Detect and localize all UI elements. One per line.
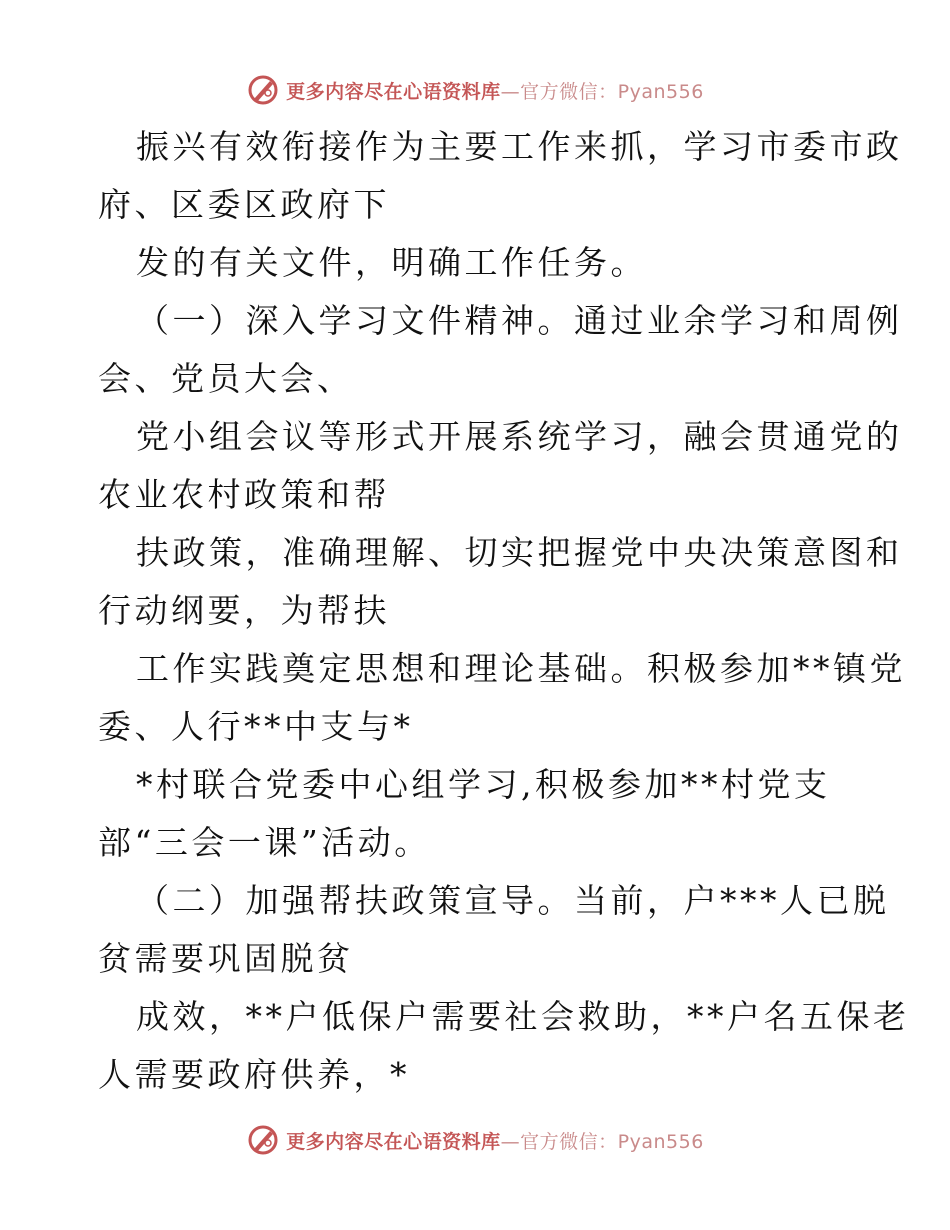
body-line: 人需要政府供养，*: [98, 1055, 410, 1094]
body-line: *村联合党委中心组学习,积极参加**村党支: [136, 765, 831, 804]
body-line: （二）加强帮扶政策宣导。当前，户***人已脱: [136, 881, 890, 920]
header-banner-prefix: 更多内容尽在心语资料库: [286, 80, 501, 103]
body-line: 工作实践奠定思想和理论基础。积极参加**镇党: [136, 649, 906, 688]
footer-banner-content: [246, 1123, 704, 1157]
body-line: （一）深入学习文件精神。通过业余学习和周例: [136, 301, 903, 340]
header-banner-text: [286, 77, 704, 104]
header-watermark-banner: [0, 70, 950, 110]
footer-banner-text: [286, 1127, 704, 1154]
body-line: 委、人行**中支与*: [98, 707, 414, 746]
quill-logo-icon: [246, 73, 280, 107]
body-line: 成效，**户低保户需要社会救助，**户名五保老: [136, 997, 910, 1036]
document-body: [98, 118, 910, 1104]
body-line: 府、区委区政府下: [98, 185, 390, 224]
header-banner-content: [246, 73, 704, 107]
body-line: 振兴有效衔接作为主要工作来抓，学习市委市政: [136, 127, 903, 166]
quill-logo-icon: [246, 1123, 280, 1157]
body-line: 贫需要巩固脱贫: [98, 939, 354, 978]
footer-watermark-banner: [0, 1120, 950, 1160]
body-line: 扶政策，准确理解、切实把握党中央决策意图和: [136, 533, 903, 572]
body-line: 部“三会一课”活动。: [98, 823, 431, 862]
body-line: 行动纲要，为帮扶: [98, 591, 390, 630]
body-line: 农业农村政策和帮: [98, 475, 390, 514]
header-banner-suffix: —官方微信：Pyan556: [500, 80, 704, 103]
body-line: 发的有关文件，明确工作任务。: [136, 243, 647, 282]
body-line: 会、党员大会、: [98, 359, 354, 398]
body-line: 党小组会议等形式开展系统学习，融会贯通党的: [136, 417, 903, 456]
footer-banner-prefix: 更多内容尽在心语资料库: [286, 1130, 501, 1153]
footer-banner-suffix: —官方微信：Pyan556: [500, 1130, 704, 1153]
